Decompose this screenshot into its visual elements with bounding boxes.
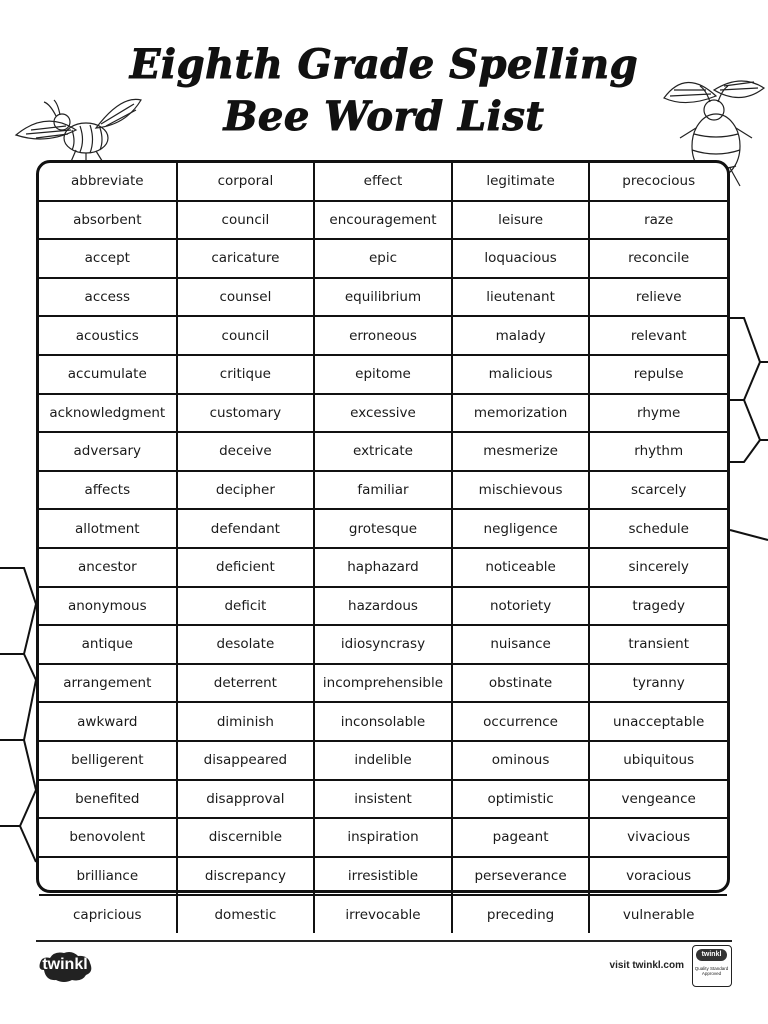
table-row xyxy=(39,201,727,240)
word-cell: obstinate xyxy=(452,664,590,703)
word-cell: haphazard xyxy=(314,548,452,587)
page-title-line-2: Bee Word List xyxy=(223,93,545,140)
word-cell: awkward xyxy=(39,702,177,741)
table-row xyxy=(39,471,727,510)
visit-link[interactable]: visit twinkl.com xyxy=(609,960,684,971)
word-cell: loquacious xyxy=(452,239,590,278)
footer-divider xyxy=(36,940,732,942)
word-cell: corporal xyxy=(177,163,315,201)
word-cell: accumulate xyxy=(39,355,177,394)
table-row xyxy=(39,702,727,741)
word-cell: negligence xyxy=(452,509,590,548)
word-cell: deficient xyxy=(177,548,315,587)
word-cell: brilliance xyxy=(39,857,177,896)
table-row xyxy=(39,394,727,433)
word-cell: antique xyxy=(39,625,177,664)
table-row xyxy=(39,664,727,703)
word-cell: repulse xyxy=(589,355,727,394)
word-cell: rhyme xyxy=(589,394,727,433)
word-cell: council xyxy=(177,316,315,355)
quality-standard-badge xyxy=(692,945,732,987)
word-cell: excessive xyxy=(314,394,452,433)
word-cell: epic xyxy=(314,239,452,278)
word-cell: unacceptable xyxy=(589,702,727,741)
word-cell: optimistic xyxy=(452,780,590,819)
word-cell: precocious xyxy=(589,163,727,201)
word-cell: disapproval xyxy=(177,780,315,819)
word-cell: inspiration xyxy=(314,818,452,857)
word-cell: erroneous xyxy=(314,316,452,355)
word-cell: deterrent xyxy=(177,664,315,703)
word-cell: allotment xyxy=(39,509,177,548)
word-cell: notoriety xyxy=(452,587,590,626)
table-row xyxy=(39,163,727,201)
word-cell: noticeable xyxy=(452,548,590,587)
word-cell: voracious xyxy=(589,857,727,896)
table-row xyxy=(39,548,727,587)
table-row xyxy=(39,239,727,278)
word-cell: hazardous xyxy=(314,587,452,626)
word-cell: access xyxy=(39,278,177,317)
twinkl-logo-text: twinkl xyxy=(42,956,88,973)
word-cell: counsel xyxy=(177,278,315,317)
word-cell: anonymous xyxy=(39,587,177,626)
word-cell: memorization xyxy=(452,394,590,433)
word-cell: adversary xyxy=(39,432,177,471)
word-cell: vivacious xyxy=(589,818,727,857)
word-cell: familiar xyxy=(314,471,452,510)
badge-text: Quality Standard Approved xyxy=(694,966,729,976)
page-title-line-1: Eighth Grade Spelling xyxy=(129,41,639,88)
word-cell: disappeared xyxy=(177,741,315,780)
word-cell: leisure xyxy=(452,201,590,240)
word-cell: accept xyxy=(39,239,177,278)
word-cell: ominous xyxy=(452,741,590,780)
word-cell: diminish xyxy=(177,702,315,741)
word-cell: insistent xyxy=(314,780,452,819)
word-cell: capricious xyxy=(39,895,177,933)
word-cell: occurrence xyxy=(452,702,590,741)
word-cell: lieutenant xyxy=(452,278,590,317)
word-cell: indelible xyxy=(314,741,452,780)
word-cell: pageant xyxy=(452,818,590,857)
word-cell: incomprehensible xyxy=(314,664,452,703)
word-cell: belligerent xyxy=(39,741,177,780)
word-cell: acoustics xyxy=(39,316,177,355)
table-row xyxy=(39,895,727,933)
word-cell: abbreviate xyxy=(39,163,177,201)
word-cell: tragedy xyxy=(589,587,727,626)
badge-brand: twinkl xyxy=(696,949,727,961)
word-cell: reconcile xyxy=(589,239,727,278)
word-cell: domestic xyxy=(177,895,315,933)
word-cell: relieve xyxy=(589,278,727,317)
word-cell: decipher xyxy=(177,471,315,510)
word-cell: grotesque xyxy=(314,509,452,548)
table-row xyxy=(39,625,727,664)
word-cell: encouragement xyxy=(314,201,452,240)
table-row xyxy=(39,780,727,819)
table-row xyxy=(39,509,727,548)
word-cell: affects xyxy=(39,471,177,510)
word-cell: discrepancy xyxy=(177,857,315,896)
word-cell: council xyxy=(177,201,315,240)
word-cell: idiosyncrasy xyxy=(314,625,452,664)
word-cell: extricate xyxy=(314,432,452,471)
word-cell: transient xyxy=(589,625,727,664)
word-cell: irresistible xyxy=(314,857,452,896)
word-cell: benefited xyxy=(39,780,177,819)
word-cell: equilibrium xyxy=(314,278,452,317)
word-cell: epitome xyxy=(314,355,452,394)
word-cell: deficit xyxy=(177,587,315,626)
word-list-table xyxy=(36,160,730,923)
word-cell: perseverance xyxy=(452,857,590,896)
word-cell: inconsolable xyxy=(314,702,452,741)
table-row xyxy=(39,818,727,857)
word-cell: preceding xyxy=(452,895,590,933)
table-row xyxy=(39,587,727,626)
word-cell: absorbent xyxy=(39,201,177,240)
word-cell: effect xyxy=(314,163,452,201)
table-row xyxy=(39,278,727,317)
table-row xyxy=(39,316,727,355)
word-cell: acknowledgment xyxy=(39,394,177,433)
word-cell: relevant xyxy=(589,316,727,355)
word-cell: customary xyxy=(177,394,315,433)
word-cell: benovolent xyxy=(39,818,177,857)
word-cell: malady xyxy=(452,316,590,355)
word-cell: ancestor xyxy=(39,548,177,587)
word-cell: critique xyxy=(177,355,315,394)
word-table xyxy=(39,163,727,933)
word-cell: legitimate xyxy=(452,163,590,201)
word-cell: nuisance xyxy=(452,625,590,664)
word-cell: rhythm xyxy=(589,432,727,471)
word-cell: mesmerize xyxy=(452,432,590,471)
word-cell: defendant xyxy=(177,509,315,548)
word-cell: vulnerable xyxy=(589,895,727,933)
word-cell: vengeance xyxy=(589,780,727,819)
word-cell: scarcely xyxy=(589,471,727,510)
word-cell: arrangement xyxy=(39,664,177,703)
twinkl-logo[interactable] xyxy=(36,950,94,984)
word-cell: deceive xyxy=(177,432,315,471)
word-cell: discernible xyxy=(177,818,315,857)
word-cell: tyranny xyxy=(589,664,727,703)
word-cell: ubiquitous xyxy=(589,741,727,780)
word-cell: raze xyxy=(589,201,727,240)
word-cell: irrevocable xyxy=(314,895,452,933)
table-row xyxy=(39,741,727,780)
table-row xyxy=(39,355,727,394)
word-cell: mischievous xyxy=(452,471,590,510)
word-cell: malicious xyxy=(452,355,590,394)
word-cell: schedule xyxy=(589,509,727,548)
word-cell: desolate xyxy=(177,625,315,664)
table-row xyxy=(39,432,727,471)
table-row xyxy=(39,857,727,896)
word-cell: sincerely xyxy=(589,548,727,587)
word-cell: caricature xyxy=(177,239,315,278)
